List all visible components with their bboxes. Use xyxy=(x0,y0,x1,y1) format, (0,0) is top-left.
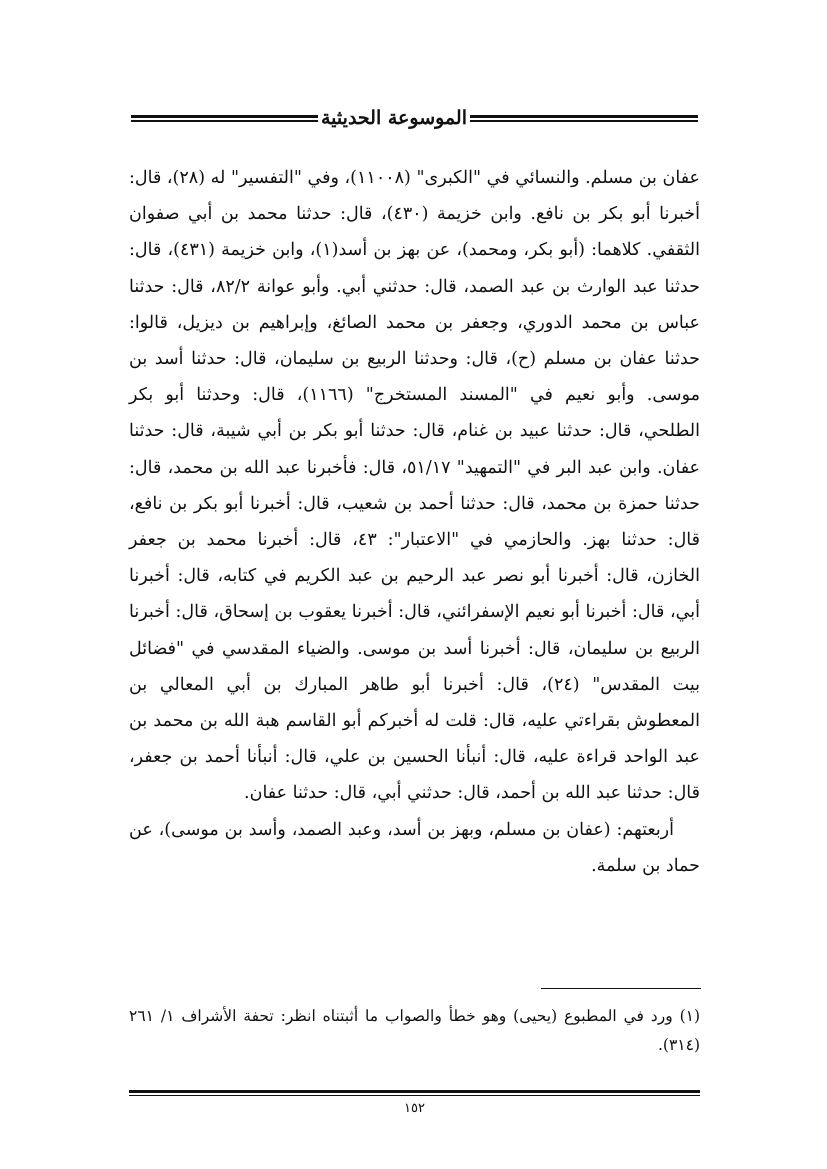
header-rule-left xyxy=(131,115,315,122)
paragraph: عفان بن مسلم. والنسائي في "الكبرى" (١١٠٠٨)، وفي "التفسير" له (٢٨)، قال: أخبرنا أبو بكر بن نافع. وابن خزيمة (٤٣٠)، قال: حدثنا محمد بن أبي صفوان الثقفي. كلاهما: (أبو بكر، ومحمد)، عن بهز بن أسد(١)، وابن خزيمة (٤٣١)، قال: حدثنا عبد الوارث بن عبد الصمد، قال: حدثني أبي. وأبو عوانة ٨٢/٢، قال: حدثنا عباس بن محمد الدوري، وجعفر بن محمد الصائغ، وإبراهيم بن ديزيل، قالوا: حدثنا عفان بن مسلم (ح)، قال: وحدثنا الربيع بن سليمان، قال: حدثنا أسد بن موسى. وأبو نعيم في "المسند المستخرج" (١١٦٦)، قال: وحدثنا أبو بكر الطلحي، قال: حدثنا عبيد بن غنام، قال: حدثنا أبو بكر بن أبي شيبة، قال: حدثنا عفان. وابن عبد البر في "التمهيد" ٥١/١٧، قال: فأخبرنا عبد الله بن محمد، قال: حدثنا حمزة بن محمد، قال: حدثنا أحمد بن شعيب، قال: أخبرنا أبو بكر بن نافع، قال: حدثنا بهز. والحازمي في "الاعتبار": ٤٣، قال: أخبرنا محمد بن جعفر الخازن، قال: أخبرنا أبو نصر عبد الرحيم بن عبد الكريم في كتابه، قال: أخبرنا أبي، قال: أخبرنا أبو نعيم الإسفرائني، قال: أخبرنا يعقوب بن إسحاق، قال: أخبرنا الربيع بن سليمان، قال: أخبرنا أسد بن موسى. والضياء المقدسي في "فضائل بيت المقدس" (٢٤)، قال: أخبرنا أبو طاهر المبارك بن أبي المعالي بن المعطوش بقراءتي عليه، قال: قلت له أخبركم أبو القاسم هبة الله بن محمد بن عبد الواحد قراءة عليه، قال: أنبأنا الحسين بن علي، قال: أنبأنا أحمد بن جعفر، قال: حدثنا عبد الله بن أحمد، قال: حدثني أبي، قال: حدثنا عفان. xyxy=(129,168,700,804)
header-title: الموسوعة الحديثية xyxy=(318,105,470,131)
bottom-rule xyxy=(129,1090,700,1096)
running-header xyxy=(131,106,698,132)
footnote-separator xyxy=(541,988,701,989)
page-number: ١٥٢ xyxy=(404,1101,425,1116)
footnote-text: (١) ورد في المطبوع (يحيى) وهو خطأ والصواب ما أثبتناه انظر: تحفة الأشراف ١/ ٢٦١ (٣١٤). xyxy=(129,1007,701,1054)
main-text xyxy=(129,160,700,884)
paragraph: أربعتهم: (عفان بن مسلم، وبهز بن أسد، وعبد الصمد، وأسد بن موسى)، عن حماد بن سلمة. xyxy=(129,819,700,876)
footnote xyxy=(129,1002,700,1060)
